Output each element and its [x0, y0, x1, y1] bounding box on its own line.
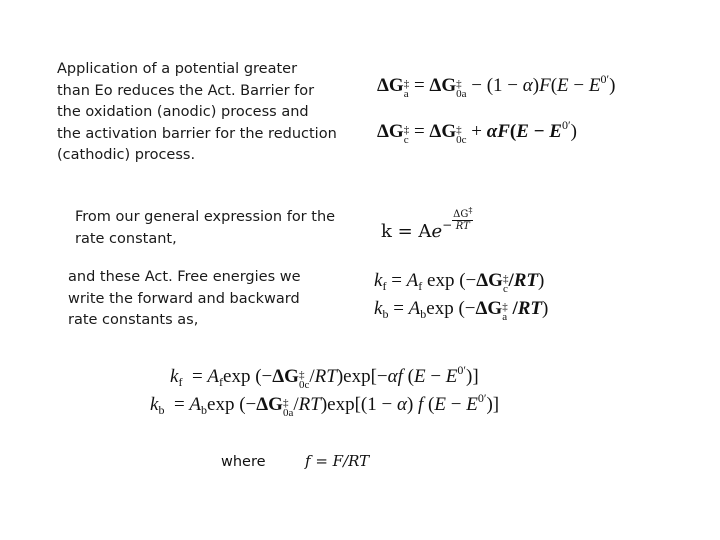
rate-line: rate constant,: [75, 230, 177, 247]
intro-line: the activation barrier for the reduction: [57, 125, 337, 142]
intro-line: than Eo reduces the Act. Barrier for: [57, 82, 315, 99]
where-label: where: [221, 454, 266, 470]
fb-line: and these Act. Free energies we: [68, 269, 301, 285]
intro-line: Application of a potential greater: [57, 61, 298, 77]
fb-line: write the forward and backward: [68, 290, 300, 307]
cathodic-barrier-equation: ΔG ‡ c = ΔG ‡ 0c + $\alpha F(E - E^{0'})$: [377, 118, 577, 146]
intro-line: (cathodic) process.: [57, 147, 196, 163]
rate-constant-paragraph: [75, 207, 335, 250]
forward-rate-full-equation: $k_f = A_f\exp$ (−ΔG ‡ 0c /RT)exp[−αf $(E - E^{0'})$]: [170, 363, 479, 391]
backward-rate-full-equation: $k_b = A_b\exp$ (−ΔG ‡ 0a /RT)exp[(1 − α) f $(E - E^{0'})$]: [150, 391, 500, 419]
backward-rate-equation: $k_b = A_b\exp$ (−ΔG ‡ a /RT): [374, 298, 549, 323]
intro-line: the oxidation (anodic) process and: [57, 104, 309, 120]
general-rate-equation: k = Ae− $\frac{\Delta G^\ddagger}{RT}$: [381, 206, 473, 242]
f-definition: f = F/RT: [305, 452, 370, 470]
forward-backward-paragraph: [68, 267, 301, 332]
forward-rate-equation: $k_f = A_f$ exp (−ΔG ‡ c /RT): [374, 270, 545, 295]
rate-line: From our general expression for the: [75, 209, 336, 225]
anodic-barrier-equation: ΔG ‡ a = ΔG ‡ 0a − $(1 - \alpha)F(E - E^{0'})$: [377, 72, 616, 100]
intro-paragraph: [57, 59, 337, 167]
fb-line: rate constants as,: [68, 312, 199, 328]
